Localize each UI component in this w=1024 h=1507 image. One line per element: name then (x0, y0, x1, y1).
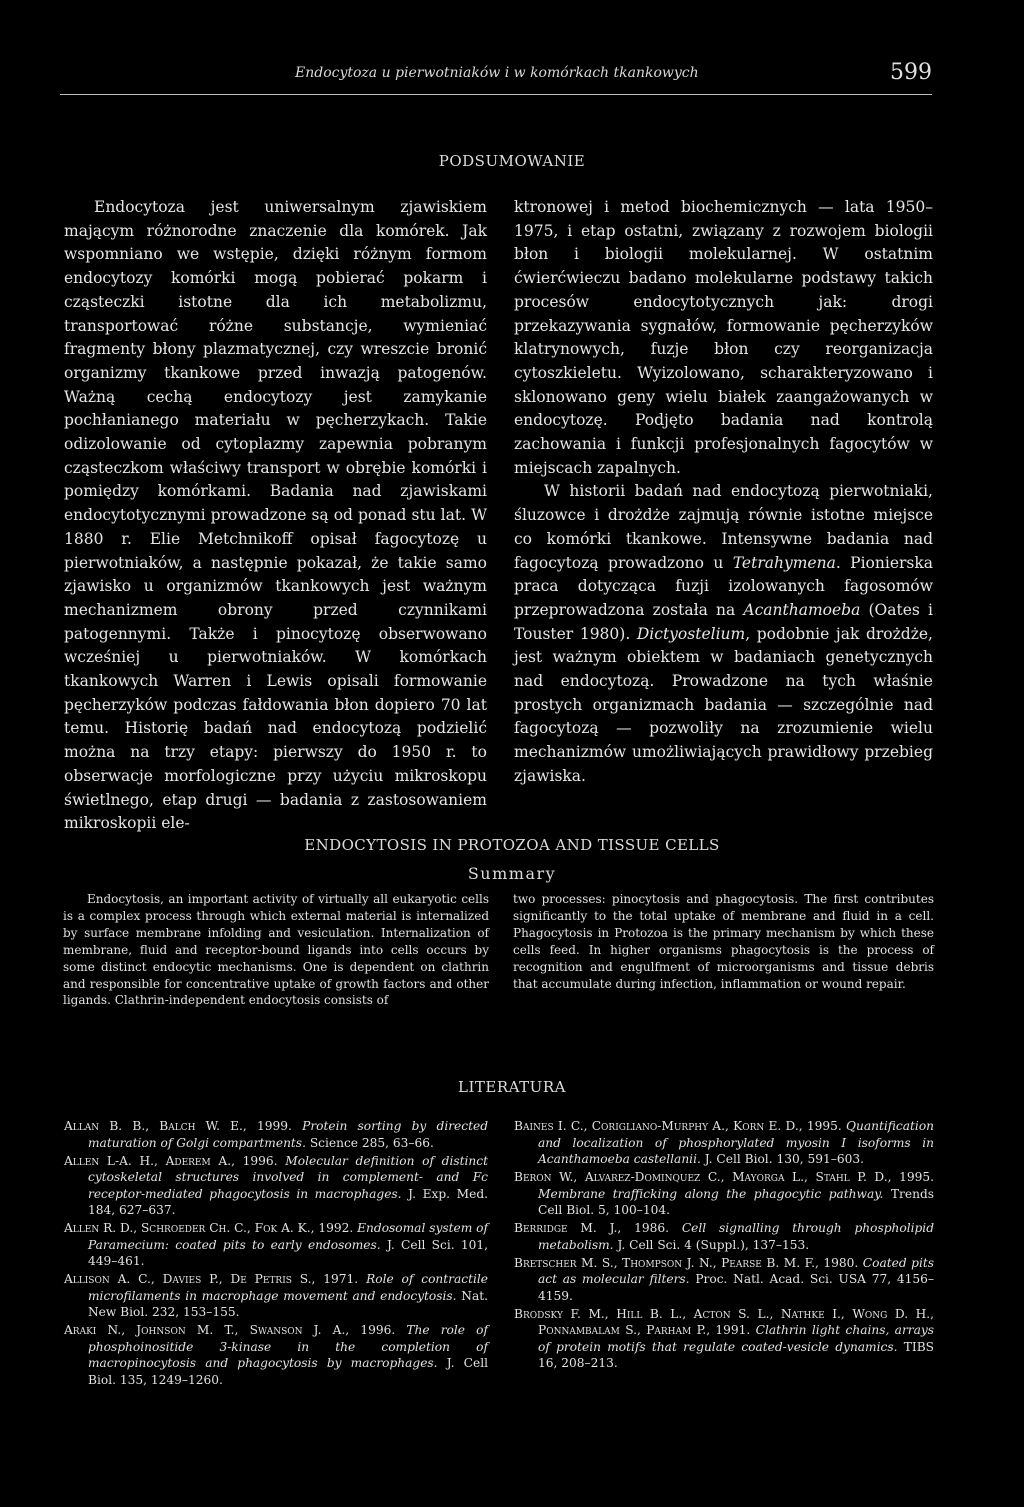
reference-source: Trends Cell Biol. 5, 100–104. (538, 1186, 934, 1218)
references-left-column (64, 1118, 488, 1390)
podsumowanie-paragraph: ktronowej i metod biochemicznych — lata 1950–1975, i etap ostatni, związany z rozwojem biologii błon i biologii molekularnej. W ostatnim ćwierćwieczu badano molekularne podstawy takich procesów endocytotycznych jak: drogi przekazywania sygnałów, formowanie pęcherzyków klatrynowych, fuzje błon czy reorganizacja cytoszkieletu. Wyizolowano, scharakteryzowano i sklonowano geny wielu białek zaangażowanych w endocytozę. Podjęto badania nad kontrolą zachowania i funkcji profesjonalnych fagocytów w miejscach zapalnych. (514, 198, 933, 477)
reference-source: J. Cell Biol. 135, 1249–1260. (88, 1356, 488, 1387)
references-right-column (514, 1118, 934, 1373)
reference-title: Role of contractile microfilaments in macrophage movement and endocytosis. (88, 1272, 488, 1303)
reference-title: Coated pits act as molecular filters. (538, 1255, 934, 1287)
text-run: W historii badań nad endocytozą pierwotniaki, śluzowce i drożdże zajmują równie istotne miejsce co komórki tkankowe. Intensywne badania nad fagocytozą prowadzono u (514, 482, 933, 572)
reference-title: Molecular definition of distinct cytoskeletal structures involved in complement- and Fc receptor-mediated phagocytosis in macrophages. (88, 1153, 489, 1201)
reference-authors: Bretscher M. S., Thompson J. N., Pearse B. M. F., 1980. (514, 1255, 859, 1270)
summary-right-column: two processes: pinocytosis and phagocytosis. The first contributes significantly to the total uptake of membrane and fluid in a cell. Phagocytosis in Protozoa is the primary mechanism by which these cells feed. In higher organisms phagocytosis is the process of recognition and engulfment of microorganisms and tissue debris that accumulate during infection, inflammation or wound repair. (513, 892, 934, 991)
reference-item (64, 1153, 488, 1219)
genus-name: Dictyostelium (636, 624, 746, 643)
reference-source: J. Exp. Med. 184, 627–637. (88, 1186, 489, 1218)
reference-item (64, 1271, 488, 1321)
summary-subtitle: Summary (467, 864, 557, 883)
text-run: . Pionierska praca dotycząca fuzji izolowanych fagosomów przeprowadzona została na (514, 553, 934, 619)
page-number: 599 (890, 60, 932, 85)
reference-authors: Allison A. C., Davies P., De Petris S., 1971. (64, 1272, 359, 1287)
reference-title: Cell signalling through phospholipid metabolism. (538, 1221, 934, 1252)
reference-source: TIBS 16, 208–213. (538, 1339, 935, 1371)
reference-item (514, 1118, 934, 1168)
reference-authors: Beron W., Alvarez-Dominquez C., Mayorga L., Stahl P. D., 1995. (514, 1170, 934, 1185)
reference-authors: Allen L-A. H., Aderem A., 1996. (64, 1153, 278, 1168)
reference-source: Nat. New Biol. 232, 153–155. (88, 1288, 488, 1320)
reference-source: J. Cell Sci. 4 (Suppl.), 137–153. (617, 1237, 810, 1252)
reference-item (514, 1220, 934, 1253)
reference-item (64, 1322, 488, 1388)
running-header-title: Endocytoza u pierwotniaków i w komórkach tkankowych (295, 65, 699, 81)
reference-item (514, 1169, 934, 1219)
summary-title: ENDOCYTOSIS IN PROTOZOA AND TISSUE CELLS (304, 836, 720, 854)
reference-source: J. Cell Biol. 130, 591–603. (704, 1152, 864, 1166)
genus-name: Acanthamoeba (743, 600, 861, 619)
reference-authors: Araki N., Johnson M. T., Swanson J. A., 1996. (64, 1323, 396, 1338)
running-header (60, 60, 932, 95)
reference-authors: Baines I. C., Corigliano-Murphy A., Korn E. D., 1995. (514, 1119, 842, 1133)
podsumowanie-paragraph (514, 480, 933, 788)
reference-source: Proc. Natl. Acad. Sci. USA 77, 4156–4159. (538, 1272, 934, 1303)
reference-title: The role of phosphoinositide 3-kinase in the completion of macropinocytosis and phagocytosis by macrophages. (88, 1323, 489, 1371)
section-heading-podsumowanie: PODSUMOWANIE (438, 152, 586, 170)
reference-item (64, 1220, 488, 1270)
reference-authors: Berridge M. J., 1986. (514, 1221, 670, 1236)
reference-title: Protein sorting by directed maturation of Golgi compartments. (88, 1119, 489, 1150)
reference-source: Science 285, 63–66. (309, 1135, 434, 1150)
reference-source: J. Cell Sci. 101, 449–461. (88, 1237, 489, 1269)
summary-left-column: Endocytosis, an important activity of virtually all eukaryotic cells is a complex process through which external material is internalized by surface membrane infolding and vesiculation. Internalization of membrane, fluid and receptor-bound ligands into cells occurs by some distinct endocytic mechanisms. One is dependent on clathrin and responsible for concentrative uptake of growth factors and other ligands. Clathrin-independent endocytosis consists of (63, 892, 489, 1008)
podsumowanie-right-column (514, 196, 933, 789)
reference-title: Membrane trafficking along the phagocytic pathway. (538, 1186, 884, 1201)
reference-title: Clathrin light chains, arrays of protein motifs that regulate coated-vesicle dynamics. (538, 1323, 935, 1354)
reference-item (514, 1306, 934, 1372)
reference-authors: Brodsky F. M., Hill B. L., Acton S. L., Nathke I., Wong D. H., Ponnambalam S., Parham P., 1991. (514, 1306, 934, 1338)
citation: (Oates i Touster 1980). (514, 600, 933, 643)
reference-title: Endosomal system of Paramecium: coated pits to early endosomes. (88, 1221, 488, 1252)
section-heading-literatura: LITERATURA (458, 1078, 566, 1096)
reference-title: Quantification and localization of phosphorylated myosin I isoforms in Acanthamoeba castellanii. (538, 1119, 935, 1166)
podsumowanie-left-column: Endocytoza jest uniwersalnym zjawiskiem mającym różnorodne znaczenie dla komórek. Jak wspomniano we wstępie, dzięki różnym formom endocytozy komórki mogą pobierać pokarm i cząsteczki istotne dla ich metabolizmu, transportować różne substancje, wymieniać fragmenty błony plazmatycznej, czy wreszcie bronić organizmy tkankowe przed inwazją patogenów. Ważną cechą endocytozy jest zamykanie pochłanianego materiału w pęcherzykach. Takie odizolowanie od cytoplazmy zapewnia pobranym cząsteczkom właściwy transport w obrębie komórki i pomiędzy komórkami. Badania nad zjawiskami endocytotycznymi prowadzone są od ponad stu lat. W 1880 r. Elie Metchnikoff opisał fagocytozę u pierwotniaków, a następnie pokazał, że takie samo zjawisko u organizmów tkankowych jest ważnym mechanizmem obrony przed czynnikami patogennymi. Także i pinocytozę obserwowano wcześniej u pierwotniaków. W komórkach tkankowych Warren i Lewis opisali formowanie pęcherzyków podczas fałdowania błon dopiero 70 lat temu. Historię badań nad endocytozą podzielić można na trzy etapy: pierwszy do 1950 r. to obserwacje morfologiczne przy użyciu mikroskopu świetlnego, etap drugi — badania z zastosowaniem mikroskopii ele- (64, 198, 487, 833)
reference-authors: Allan B. B., Balch W. E., 1999. (64, 1119, 292, 1133)
text-run: , podobnie jak drożdże, jest ważnym obiektem w badaniach genetycznych nad endocytozą. Prowadzone na tych właśnie prostych organizmach badania — szczególnie nad fagocytozą — pozwoliły na zrozumienie wielu mechanizmów umożliwiających prawidłowy przebieg zjawiska. (514, 624, 933, 785)
reference-item (64, 1118, 488, 1151)
reference-item (514, 1255, 934, 1305)
reference-authors: Allen R. D., Schroeder Ch. C., Fok A. K., 1992. (64, 1221, 354, 1236)
genus-name: Tetrahymena (732, 553, 836, 572)
